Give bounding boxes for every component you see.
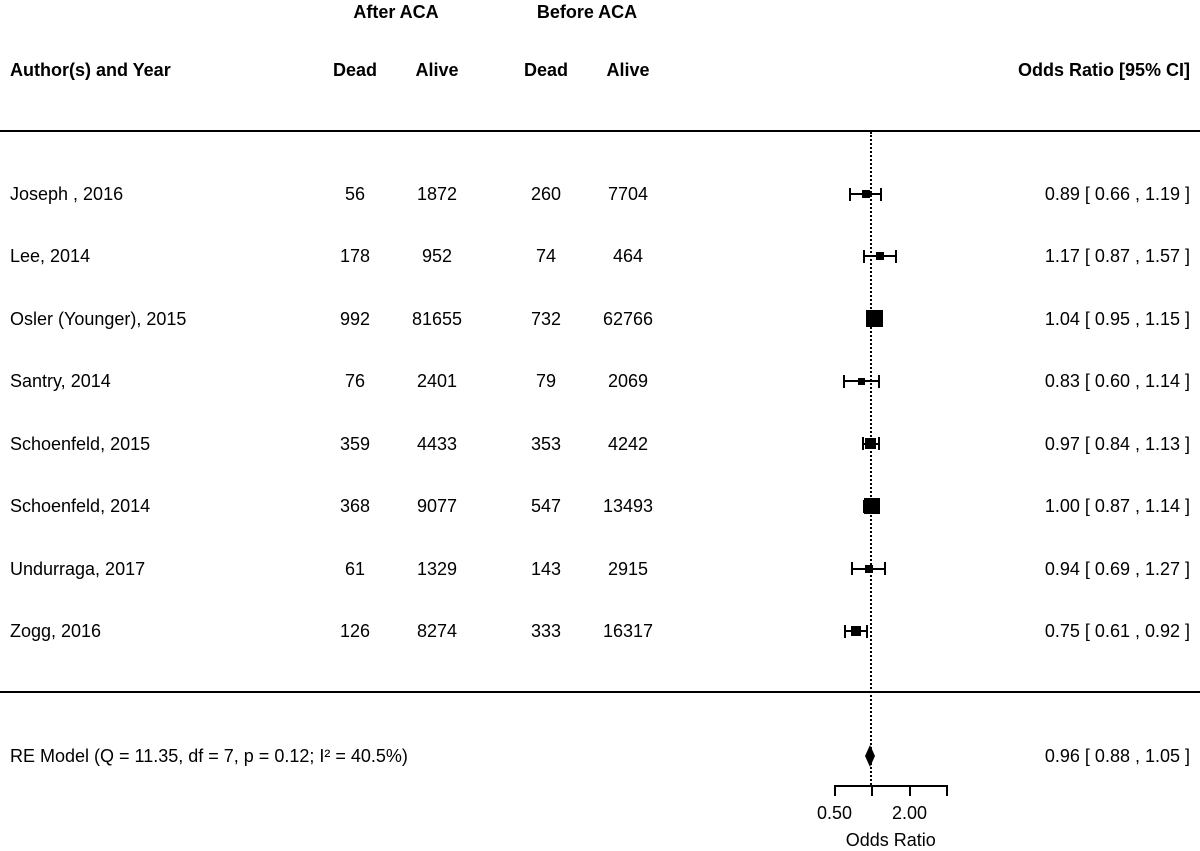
study-point-estimate xyxy=(876,252,884,260)
study-dead-before: 732 xyxy=(530,308,562,329)
study-point-estimate xyxy=(851,626,861,636)
study-dead-after: 992 xyxy=(339,308,371,329)
study-alive-after: 4433 xyxy=(416,433,458,454)
x-axis-title: Odds Ratio xyxy=(845,830,936,850)
study-point-estimate xyxy=(862,190,870,198)
study-author: Santry, 2014 xyxy=(10,371,111,392)
bottom-rule xyxy=(0,691,1200,693)
x-axis-line xyxy=(835,785,948,787)
study-or-label: 0.89 [ 0.66 , 1.19 ] xyxy=(1044,184,1190,204)
study-alive-before: 7704 xyxy=(607,184,649,204)
study-ci-cap-right xyxy=(866,625,868,638)
study-author: Zogg, 2016 xyxy=(10,621,102,642)
column-header-alive-before: Alive xyxy=(606,60,650,80)
study-dead-before: 333 xyxy=(530,621,562,642)
study-alive-after: 1329 xyxy=(416,558,458,579)
study-alive-after: 9077 xyxy=(416,496,458,517)
study-point-estimate xyxy=(865,438,876,449)
study-author: Schoenfeld, 2014 xyxy=(10,496,151,517)
study-alive-after: 952 xyxy=(421,246,453,267)
study-dead-after: 56 xyxy=(344,184,366,204)
study-author: Osler (Younger), 2015 xyxy=(10,308,187,329)
study-ci-cap-left xyxy=(851,562,853,575)
study-alive-after: 8274 xyxy=(416,621,458,642)
study-alive-after: 1872 xyxy=(416,184,458,204)
x-axis-tick-label: 0.50 xyxy=(816,803,853,823)
study-ci-cap-left xyxy=(862,437,864,450)
study-dead-before: 74 xyxy=(535,246,557,267)
study-dead-before: 547 xyxy=(530,496,562,517)
column-header-alive-after: Alive xyxy=(415,60,459,80)
study-author: Undurraga, 2017 xyxy=(10,558,146,579)
study-alive-before: 62766 xyxy=(602,308,654,329)
study-alive-before: 2069 xyxy=(607,371,649,392)
group-header-after-aca: After ACA xyxy=(353,2,439,22)
study-author: Lee, 2014 xyxy=(10,246,91,267)
study-dead-before: 79 xyxy=(535,371,557,392)
study-ci-cap-right xyxy=(878,375,880,388)
study-alive-before: 464 xyxy=(612,246,644,267)
column-header-dead-before: Dead xyxy=(523,60,569,80)
study-ci-cap-right xyxy=(895,250,897,263)
summary-label: RE Model (Q = 11.35, df = 7, p = 0.12; I² = 40.5%) xyxy=(10,746,408,766)
study-alive-after: 2401 xyxy=(416,371,458,392)
study-dead-after: 178 xyxy=(339,246,371,267)
study-ci-cap-right xyxy=(884,562,886,575)
column-header-odds-ratio: Odds Ratio [95% CI] xyxy=(1017,60,1190,80)
study-dead-after: 368 xyxy=(339,496,371,517)
top-rule xyxy=(0,130,1200,132)
study-point-estimate xyxy=(858,378,865,385)
study-alive-before: 13493 xyxy=(602,496,654,517)
x-axis-tick xyxy=(946,785,948,796)
study-dead-before: 353 xyxy=(530,433,562,454)
study-or-label: 0.75 [ 0.61 , 0.92 ] xyxy=(1044,621,1190,642)
study-dead-after: 126 xyxy=(339,621,371,642)
group-header-before-aca: Before ACA xyxy=(536,2,638,22)
x-axis-tick-label: 2.00 xyxy=(891,803,928,823)
column-header-author: Author(s) and Year xyxy=(10,60,171,80)
study-dead-before: 260 xyxy=(530,184,562,204)
study-or-label: 1.00 [ 0.87 , 1.14 ] xyxy=(1044,496,1190,517)
study-alive-before: 4242 xyxy=(607,433,649,454)
study-alive-after: 81655 xyxy=(411,308,463,329)
column-header-dead-after: Dead xyxy=(332,60,378,80)
study-dead-after: 76 xyxy=(344,371,366,392)
summary-or-label: 0.96 [ 0.88 , 1.05 ] xyxy=(1044,746,1190,766)
study-ci-cap-left xyxy=(849,188,851,201)
study-ci-cap-left xyxy=(863,250,865,263)
study-author: Joseph , 2016 xyxy=(10,184,124,204)
study-ci-cap-left xyxy=(844,625,846,638)
study-ci-cap-right xyxy=(878,437,880,450)
study-ci-cap-right xyxy=(880,188,882,201)
study-or-label: 0.83 [ 0.60 , 1.14 ] xyxy=(1044,371,1190,392)
study-or-label: 1.17 [ 0.87 , 1.57 ] xyxy=(1044,246,1190,267)
x-axis-tick xyxy=(834,785,836,796)
study-alive-before: 16317 xyxy=(602,621,654,642)
x-axis-tick xyxy=(909,785,911,796)
study-point-estimate xyxy=(866,310,883,327)
study-ci-cap-left xyxy=(843,375,845,388)
study-author: Schoenfeld, 2015 xyxy=(10,433,151,454)
study-point-estimate xyxy=(865,565,873,573)
study-or-label: 0.97 [ 0.84 , 1.13 ] xyxy=(1044,433,1190,454)
reference-line xyxy=(870,132,872,785)
study-or-label: 1.04 [ 0.95 , 1.15 ] xyxy=(1044,308,1190,329)
study-alive-before: 2915 xyxy=(607,558,649,579)
x-axis-tick xyxy=(871,785,873,796)
study-dead-before: 143 xyxy=(530,558,562,579)
study-point-estimate xyxy=(864,498,880,514)
study-or-label: 0.94 [ 0.69 , 1.27 ] xyxy=(1044,558,1190,579)
study-dead-after: 61 xyxy=(344,558,366,579)
summary-diamond xyxy=(865,745,875,767)
study-dead-after: 359 xyxy=(339,433,371,454)
